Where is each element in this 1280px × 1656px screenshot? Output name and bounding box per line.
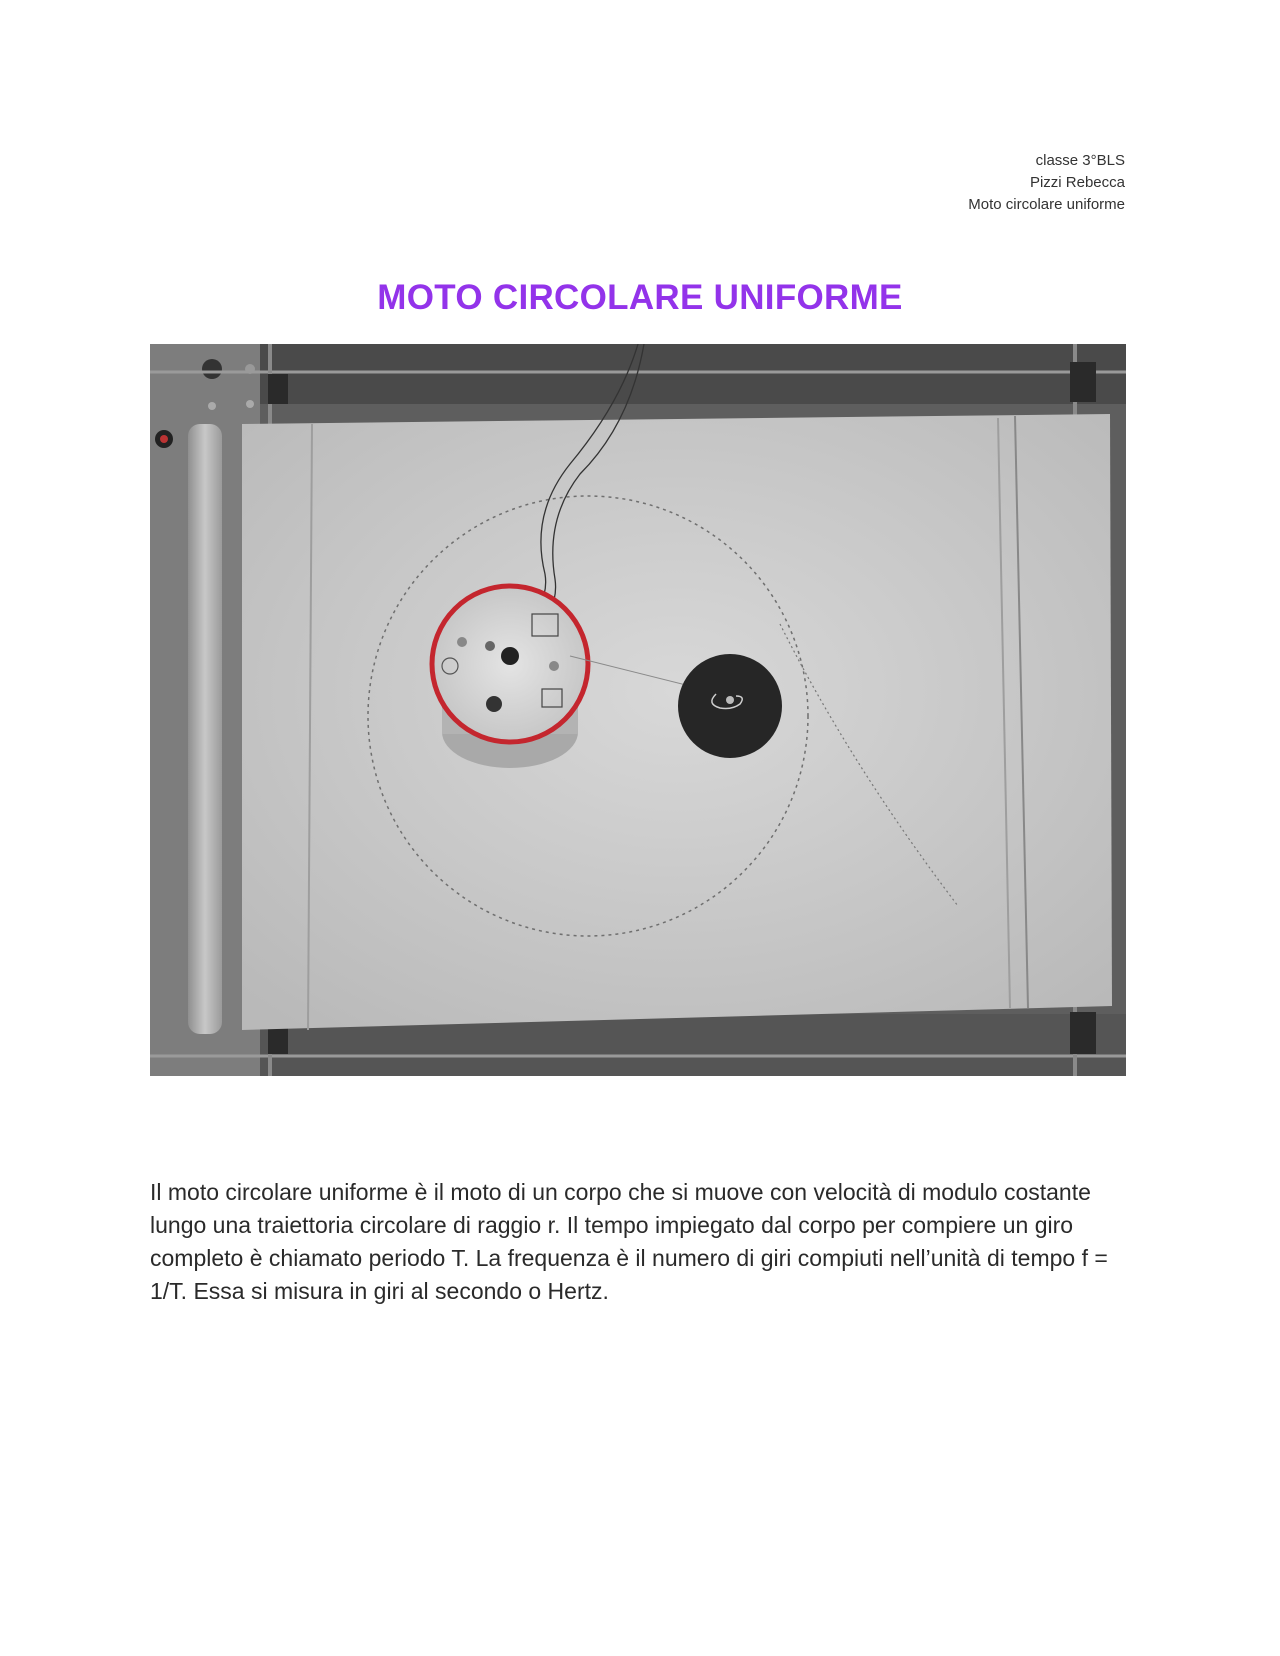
experiment-photo	[150, 344, 1126, 1076]
class-line: classe 3°BLS	[1035, 152, 1125, 169]
body-paragraph: Il moto circolare uniforme è il moto di un corpo che si muove con velocità di modulo costante lungo una traiettoria circolare di raggio r. Il tempo impiegato dal corpo per compiere un giro completo è chiamato periodo T. La frequenza è il numero di giri compiuti nell’unità di tempo f = 1/T. Essa si misura in giri al secondo o Hertz.	[150, 1179, 1108, 1304]
author-line: Pizzi Rebecca	[1029, 174, 1125, 191]
air-table-illustration	[150, 344, 1126, 1076]
document-header	[968, 150, 1125, 216]
subject-line: Moto circolare uniforme	[968, 196, 1125, 213]
page-title: MOTO CIRCOLARE UNIFORME	[377, 278, 903, 317]
